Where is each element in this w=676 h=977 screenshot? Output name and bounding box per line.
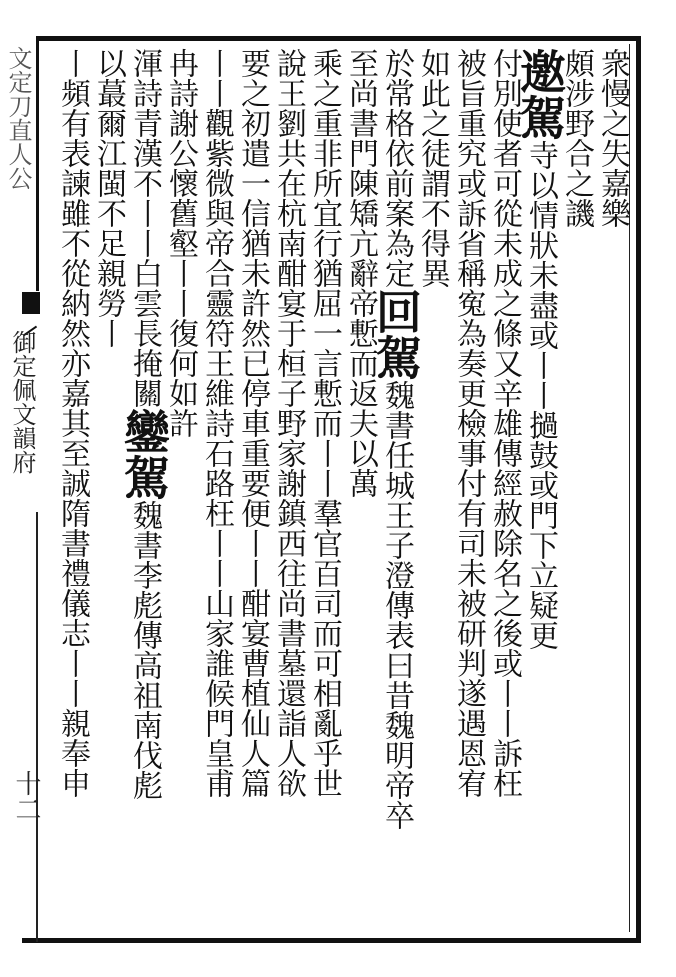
text-column-11: 要之初遣一信猶未許然已停車重要便丨丨酣宴曹植仙人篇 <box>235 48 270 798</box>
text-column-3: 邀駕寺以情狀未盡或丨丨撾鼓或門下立疑更 <box>513 48 567 650</box>
text-column-5: 被旨重究或訴省稱寃為奏更檢事付有司未被研判遂遇恩宥 <box>451 48 486 798</box>
text-column-9: 乘之重非所宜行猶屈一言慙而丨丨羣官百司而可相亂乎世 <box>307 48 342 798</box>
text-column-15: 以蕞爾江閩不足親勞丨 <box>91 48 126 348</box>
folio-number: 十二 <box>11 770 41 822</box>
entry-head-luanjia: 鑾駕 <box>117 408 171 500</box>
text-column-6: 如此之徒謂不得異 <box>415 48 450 288</box>
margin-book-title: 御定佩文韻府 <box>8 330 36 474</box>
text-column-10: 說王劉共在杭南酣宴于桓子野家謝鎮西往尚書墓還詣人欲 <box>271 48 306 798</box>
frame-bottom-border <box>22 938 638 943</box>
frame-left-border <box>36 36 39 291</box>
text-column-8: 至尚書門陳矯亢辭帝慙而返夫以萬 <box>343 48 378 498</box>
frame-top-border <box>36 36 640 41</box>
frame-left-lower-border <box>36 512 38 942</box>
text-column-2: 頗涉野合之譏 <box>559 48 594 228</box>
text-column-12: 丨丨觀紫微與帝合靈符王維詩石路枉丨丨山家誰候門皇甫 <box>199 48 234 798</box>
text-column-16: 丨頻有表諫雖不從納然亦嘉其至誠隋書禮儀志丨丨親奉申 <box>55 48 90 798</box>
text-column-1: 衆慢之失嘉樂 <box>595 48 630 228</box>
entry-head-huijia: 回駕 <box>369 288 423 380</box>
text-column-13: 冉詩謝公懷舊壑丨丨復何如許 <box>163 48 198 438</box>
frame-right-border <box>636 36 641 943</box>
text-column-7: 於常格依前案為定回駕魏書任城王子澄傳表曰昔魏明帝卒 <box>369 48 423 830</box>
fishtail-mark <box>22 292 40 314</box>
text-column-14: 渾詩青漢不丨丨白雲長掩關鑾駕魏書李彪傳高祖南伐彪 <box>117 48 171 800</box>
entry-head-yaojia: 邀駕 <box>513 48 567 140</box>
margin-title-fragment: 文定刀直人公 <box>4 46 32 190</box>
text-column-4: 付別使者可從未成之條又辛雄傳經赦除名之後或丨丨訴枉 <box>487 48 522 798</box>
